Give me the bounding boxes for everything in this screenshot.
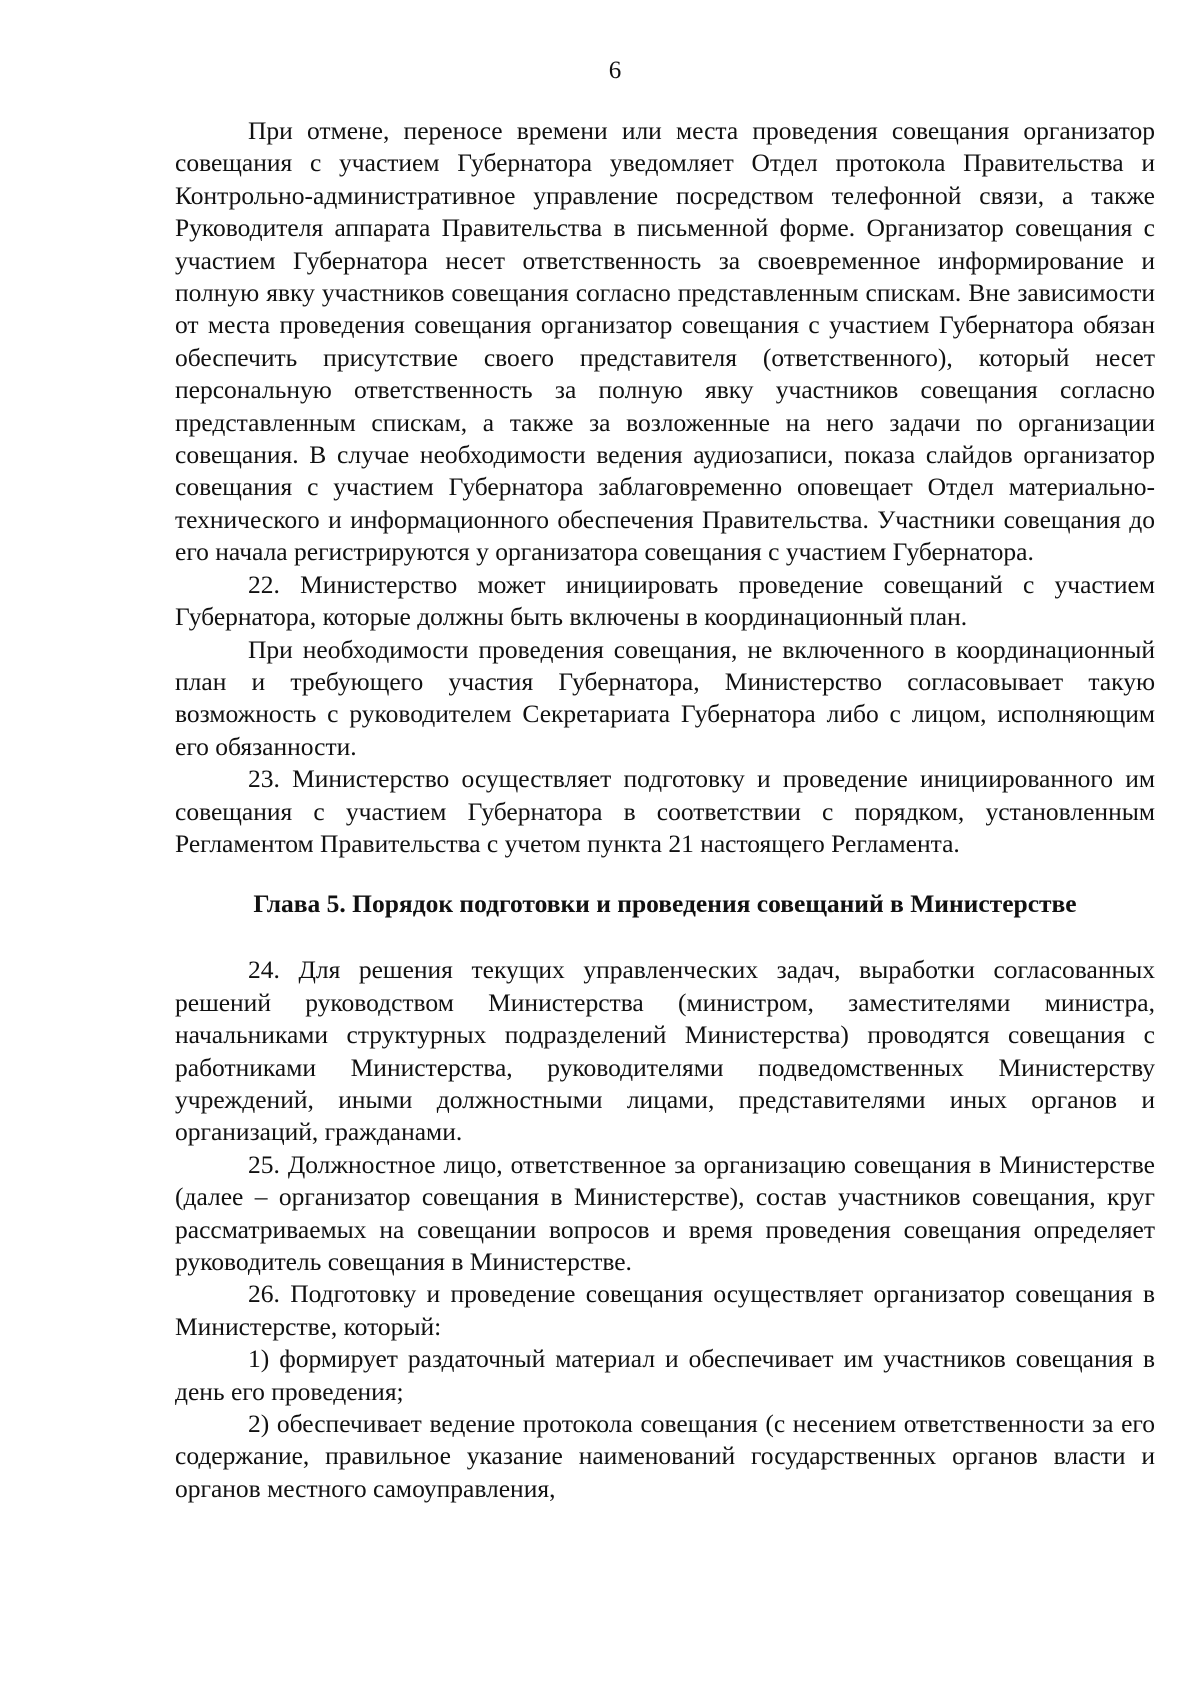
page-number: 6 xyxy=(608,57,622,84)
chapter-heading: Глава 5. Порядок подготовки и проведения совещаний в Министерстве xyxy=(253,889,1077,919)
paragraph-26-item-1: 1) формирует раздаточный материал и обеспечивает им участников совещания в день его проведения; xyxy=(175,1344,1155,1406)
paragraph-23: 23. Министерство осуществляет подготовку и проведение инициированного им совещания с участием Губернатора в соответствии с порядком, установленным Регламентом Правительства с учетом пункта 21 настоящего Регламента. xyxy=(175,764,1155,858)
paragraph-25: 25. Должностное лицо, ответственное за организацию совещания в Министерстве (далее – организатор совещания в Министерстве), состав участников совещания, круг рассматриваемых на совещании вопросов и время проведения совещания определяет руководитель совещания в Министерстве. xyxy=(175,1149,1155,1276)
paragraph-22: 22. Министерство может инициировать проведение совещаний с участием Губернатора, которые должны быть включены в координационный план. xyxy=(175,569,1155,632)
paragraph-26: 26. Подготовку и проведение совещания осуществляет организатор совещания в Министерстве, который: xyxy=(175,1279,1155,1341)
document-body xyxy=(175,115,1155,1505)
paragraph-meeting-changes: При отмене, переносе времени или места проведения совещания организатор совещания с участием Губернатора уведомляет Отдел протокола Правительства и Контрольно-административное управление посредством телефонной связи, а также Руководителя аппарата Правительства в письменной форме. Организатор совещания с участием Губернатора несет ответственность за своевременное информирование и полную явку участников совещания согласно представленным спискам. Вне зависимости от места проведения совещания организатор совещания с участием Губернатора обязан обеспечить присутствие своего представителя (ответственного), который несет персональную ответственность за полную явку участников совещания согласно представленным спискам, а также за возложенные на него задачи по организации совещания. В случае необходимости ведения аудиозаписи, показа слайдов организатор совещания с участием Губернатора заблаговременно оповещает Отдел материально-технического и информационного обеспечения Правительства. Участники совещания до его начала регистрируются у организатора совещания с участием Губернатора. xyxy=(175,116,1155,567)
paragraph-26-item-2: 2) обеспечивает ведение протокола совещания (с несением ответственности за его содержание, правильное указание наименований государственных органов власти и органов местного самоуправления, xyxy=(175,1409,1155,1503)
paragraph-24: 24. Для решения текущих управленческих задач, выработки согласованных решений руководством Министерства (министром, заместителями министра, начальниками структурных подразделений Министерства) проводятся совещания с работниками Министерства, руководителями подведомственных Министерству учреждений, иными должностными лицами, представителями иных органов и организаций, гражданами. xyxy=(175,955,1155,1147)
paragraph-22-unplanned-meeting: При необходимости проведения совещания, не включенного в координационный план и требующего участия Губернатора, Министерство согласовывает такую возможность с руководителем Секретариата Губернатора либо с лицом, исполняющим его обязанности. xyxy=(175,634,1155,761)
